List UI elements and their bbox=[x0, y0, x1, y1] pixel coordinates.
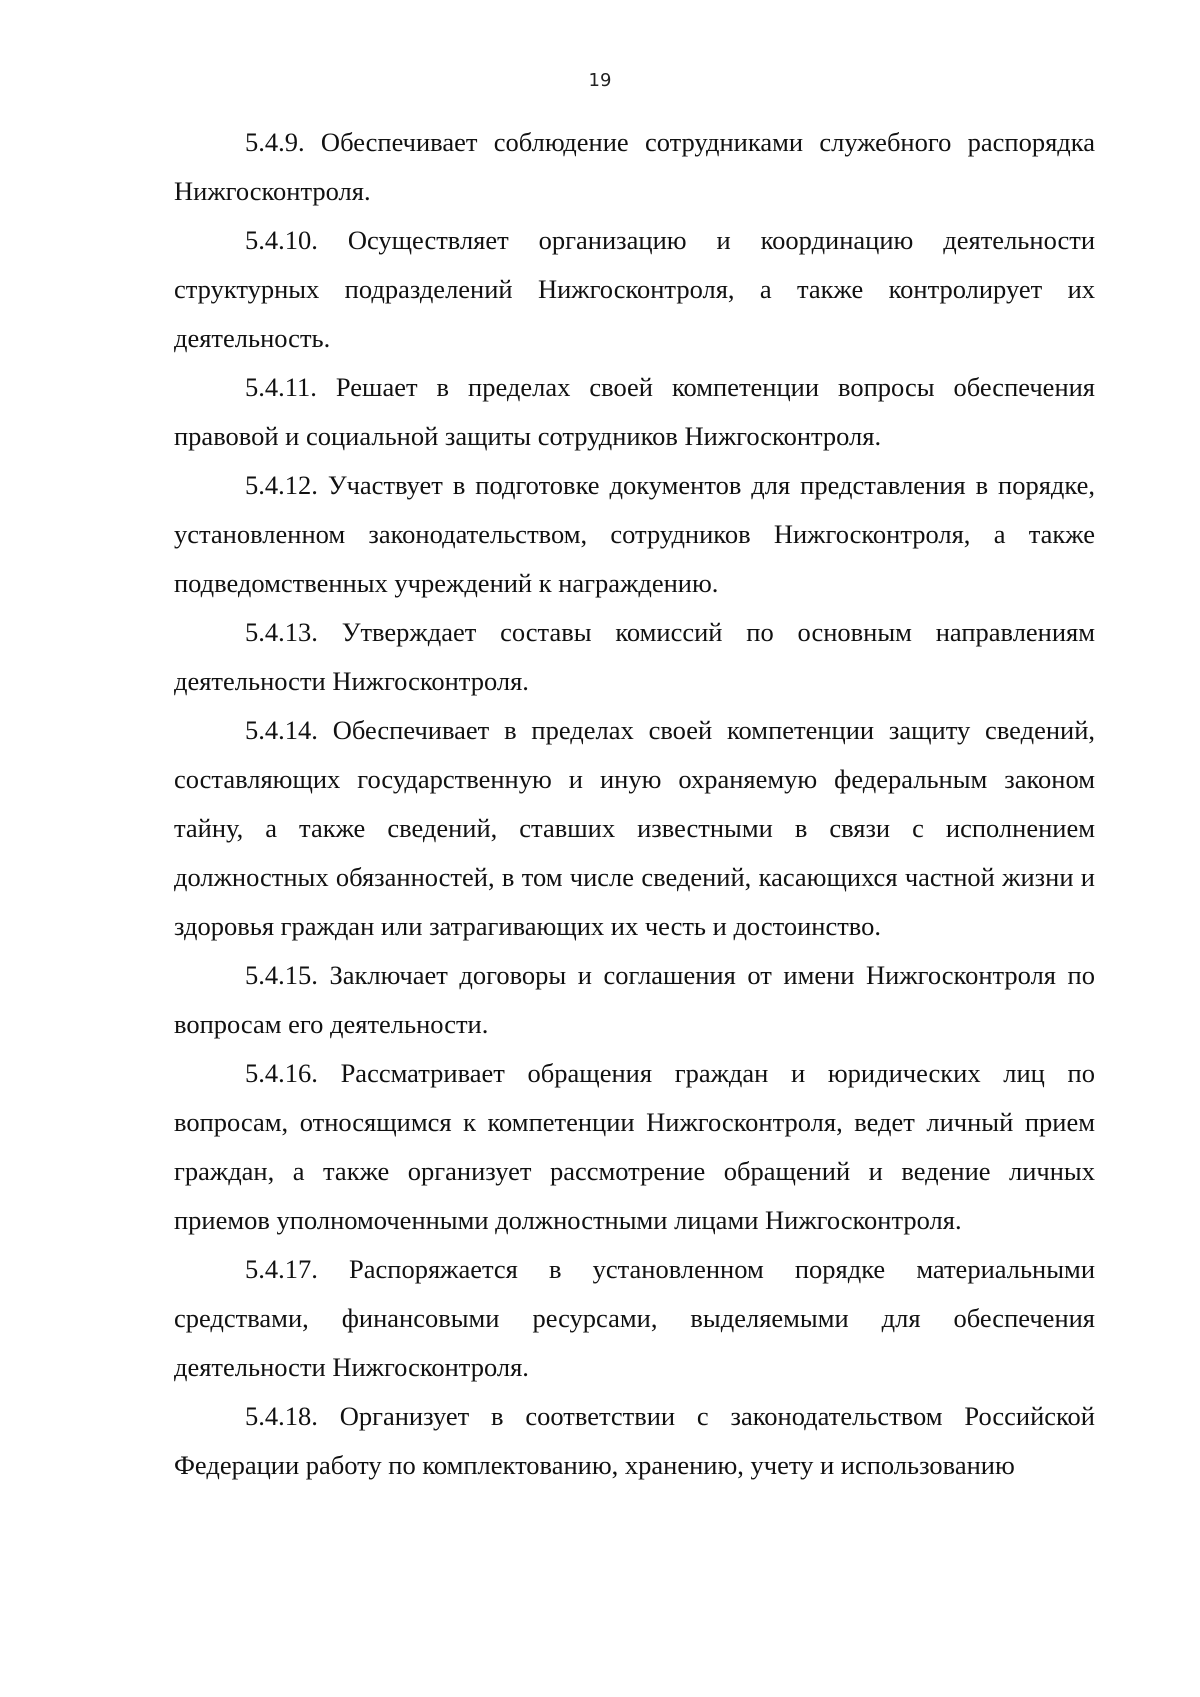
paragraph-5-4-17: 5.4.17. Распоряжается в установленном порядке материальными средствами, финансовыми ресурсами, выделяемыми для обеспечения деятельности Нижгосконтроля. bbox=[174, 1254, 1095, 1382]
paragraph-5-4-10: 5.4.10. Осуществляет организацию и координацию деятельности структурных подразделений Нижгосконтроля, а также контролирует их деятельность. bbox=[174, 225, 1095, 353]
page-number: 19 bbox=[588, 70, 612, 91]
paragraph-5-4-18: 5.4.18. Организует в соответствии с законодательством Российской Федерации работу по комплектованию, хранению, учету и использованию bbox=[174, 1401, 1095, 1480]
paragraph-5-4-11: 5.4.11. Решает в пределах своей компетенции вопросы обеспечения правовой и социальной защиты сотрудников Нижгосконтроля. bbox=[174, 372, 1095, 451]
paragraph-5-4-15: 5.4.15. Заключает договоры и соглашения от имени Нижгосконтроля по вопросам его деятельности. bbox=[174, 960, 1095, 1039]
paragraph-5-4-14: 5.4.14. Обеспечивает в пределах своей компетенции защиту сведений, составляющих государственную и иную охраняемую федеральным законом тайну, а также сведений, ставших известными в связи с исполнением должностных обязанностей, в том числе сведений, касающихся частной жизни и здоровья граждан или затрагивающих их честь и достоинство. bbox=[174, 715, 1095, 941]
paragraph-5-4-12: 5.4.12. Участвует в подготовке документов для представления в порядке, установленном законодательством, сотрудников Нижгосконтроля, а также подведомственных учреждений к награждению. bbox=[174, 470, 1095, 598]
paragraph-5-4-16: 5.4.16. Рассматривает обращения граждан и юридических лиц по вопросам, относящимся к компетенции Нижгосконтроля, ведет личный прием граждан, а также организует рассмотрение обращений и ведение личных приемов уполномоченными должностными лицами Нижгосконтроля. bbox=[174, 1058, 1095, 1235]
paragraph-5-4-9: 5.4.9. Обеспечивает соблюдение сотрудниками служебного распорядка Нижгосконтроля. bbox=[174, 127, 1095, 206]
paragraph-5-4-13: 5.4.13. Утверждает составы комиссий по основным направлениям деятельности Нижгосконтроля. bbox=[174, 617, 1095, 696]
document-body bbox=[174, 118, 1095, 1490]
